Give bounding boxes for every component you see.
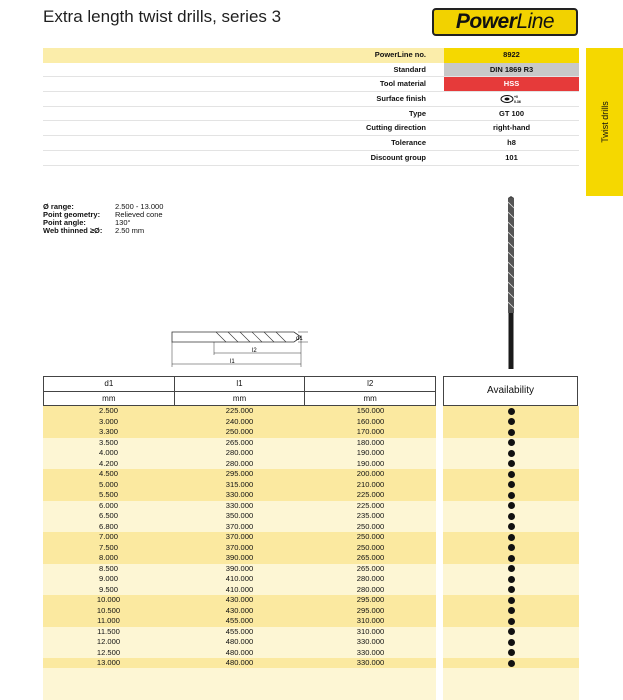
drill-vertical-illustration: [500, 196, 522, 372]
table-cell: 4.000: [43, 448, 174, 459]
table-row[interactable]: [43, 522, 579, 533]
available-dot-icon: [508, 544, 515, 551]
table-cell: 250.000: [305, 543, 436, 554]
header-l1: l1: [175, 377, 306, 391]
available-dot-icon: [508, 555, 515, 562]
table-cell: 295.000: [174, 469, 305, 480]
spec-key: Web thinned ≥Ø:: [43, 226, 103, 235]
logo-line-text: Line: [516, 10, 555, 33]
property-row: [43, 63, 579, 78]
available-dot-icon: [508, 597, 515, 604]
property-value: HSS: [444, 77, 579, 91]
table-cell: 5.000: [43, 480, 174, 491]
availability-cell: [443, 448, 579, 459]
table-cell: 150.000: [305, 406, 436, 417]
availability-cell: [443, 480, 579, 491]
table-cell: 225.000: [174, 406, 305, 417]
table-cell: 9.000: [43, 574, 174, 585]
side-tab-twist-drills[interactable]: [586, 48, 623, 196]
property-row: [43, 107, 579, 122]
table-cell: 430.000: [174, 595, 305, 606]
available-dot-icon: [508, 660, 515, 667]
available-dot-icon: [508, 618, 515, 625]
unit-l1: mm: [175, 392, 306, 405]
table-cell: 190.000: [305, 448, 436, 459]
table-cell: 190.000: [305, 459, 436, 470]
table-cell: 170.000: [305, 427, 436, 438]
table-header-row: [43, 376, 436, 391]
property-label: Surface finish: [376, 94, 426, 104]
table-cell: 250.000: [305, 532, 436, 543]
table-row[interactable]: [43, 448, 579, 459]
table-row[interactable]: [43, 648, 579, 659]
available-dot-icon: [508, 523, 515, 530]
availability-cell: [443, 553, 579, 564]
property-value: 8922: [444, 48, 579, 63]
table-row[interactable]: [43, 637, 579, 648]
property-row: [43, 136, 579, 151]
availability-cell: [443, 648, 579, 659]
drill-dimension-diagram: [168, 325, 308, 373]
table-row[interactable]: [43, 480, 579, 491]
svg-text:0.36: 0.36: [513, 100, 521, 105]
table-cell: 4.200: [43, 459, 174, 470]
table-cell: 6.800: [43, 522, 174, 533]
table-row[interactable]: [43, 595, 579, 606]
table-cell: 250.000: [174, 427, 305, 438]
specs-block: [43, 203, 163, 235]
table-cell: 370.000: [174, 522, 305, 533]
table-cell: 225.000: [305, 501, 436, 512]
table-cell: 6.000: [43, 501, 174, 512]
diagram-d1-label: d1: [296, 336, 303, 342]
table-filler: [43, 668, 579, 700]
table-cell: 455.000: [174, 627, 305, 638]
availability-cell: [443, 595, 579, 606]
header-l2: l2: [367, 379, 374, 388]
table-cell: 2.500: [43, 406, 174, 417]
available-dot-icon: [508, 534, 515, 541]
table-cell: 370.000: [174, 543, 305, 554]
table-cell: 280.000: [305, 585, 436, 596]
table-units-row: [43, 391, 436, 406]
table-cell: 10.500: [43, 606, 174, 617]
availability-cell: [443, 522, 579, 533]
dimensions-table-header: [43, 376, 436, 406]
table-cell: 6.500: [43, 511, 174, 522]
table-cell: 265.000: [174, 438, 305, 449]
property-value: [444, 92, 579, 106]
table-row[interactable]: [43, 459, 579, 470]
availability-cell: [443, 511, 579, 522]
table-cell: 7.500: [43, 543, 174, 554]
table-cell: 265.000: [305, 553, 436, 564]
svg-text:+0: +0: [513, 95, 518, 100]
table-cell: 330.000: [305, 658, 436, 669]
table-cell: 7.000: [43, 532, 174, 543]
availability-cell: [443, 427, 579, 438]
diagram-l1-label: l1: [230, 359, 235, 365]
property-row: [43, 151, 579, 166]
available-dot-icon: [508, 418, 515, 425]
available-dot-icon: [508, 628, 515, 635]
table-row[interactable]: [43, 616, 579, 627]
table-cell: 480.000: [174, 658, 305, 669]
property-label: Standard: [393, 64, 426, 74]
drill-shank: [509, 313, 514, 369]
table-cell: 3.300: [43, 427, 174, 438]
properties-table: [43, 48, 579, 166]
table-cell: 9.500: [43, 585, 174, 596]
availability-cell: [443, 417, 579, 428]
table-row[interactable]: [43, 585, 579, 596]
table-row[interactable]: [43, 406, 579, 417]
availability-cell: [443, 490, 579, 501]
table-row[interactable]: [43, 606, 579, 617]
table-cell: 180.000: [305, 438, 436, 449]
available-dot-icon: [508, 586, 515, 593]
table-cell: 390.000: [174, 564, 305, 575]
availability-cell: [443, 469, 579, 480]
availability-header: Availability: [443, 376, 578, 406]
table-cell: 410.000: [174, 574, 305, 585]
table-cell: 330.000: [174, 501, 305, 512]
table-cell: 430.000: [174, 606, 305, 617]
spec-key: Point geometry:: [43, 210, 101, 219]
available-dot-icon: [508, 492, 515, 499]
header-d1: d1: [44, 377, 175, 391]
availability-cell: [443, 616, 579, 627]
available-dot-icon: [508, 450, 515, 457]
availability-cell: [443, 574, 579, 585]
table-cell: 240.000: [174, 417, 305, 428]
table-cell: 330.000: [305, 648, 436, 659]
available-dot-icon: [508, 576, 515, 583]
spec-value: 130°: [115, 218, 131, 227]
table-row[interactable]: [43, 438, 579, 449]
table-cell: 11.000: [43, 616, 174, 627]
available-dot-icon: [508, 471, 515, 478]
available-dot-icon: [508, 513, 515, 520]
property-value: right-hand: [492, 123, 531, 133]
property-label: Tolerance: [391, 138, 426, 148]
table-cell: 310.000: [305, 627, 436, 638]
spec-value: 2.50 mm: [115, 226, 145, 235]
table-cell: 330.000: [174, 490, 305, 501]
available-dot-icon: [508, 408, 515, 415]
table-cell: 295.000: [305, 606, 436, 617]
table-cell: 480.000: [174, 637, 305, 648]
table-row[interactable]: [43, 553, 579, 564]
table-cell: 280.000: [174, 448, 305, 459]
available-dot-icon: [508, 481, 515, 488]
available-dot-icon: [508, 460, 515, 467]
property-label: Discount group: [370, 152, 426, 162]
diagram-l2-label: l2: [252, 348, 257, 354]
property-value: h8: [507, 138, 516, 148]
table-cell: 370.000: [174, 532, 305, 543]
availability-cell: [443, 501, 579, 512]
side-tab-label: Twist drills: [599, 101, 610, 143]
property-label: Type: [409, 108, 426, 118]
availability-cell: [443, 585, 579, 596]
table-cell: 3.000: [43, 417, 174, 428]
table-cell: 315.000: [174, 480, 305, 491]
table-cell: 3.500: [43, 438, 174, 449]
table-cell: 310.000: [305, 616, 436, 627]
table-cell: 250.000: [305, 522, 436, 533]
table-row[interactable]: [43, 490, 579, 501]
table-cell: 160.000: [305, 417, 436, 428]
table-cell: 12.500: [43, 648, 174, 659]
availability-cell: [443, 637, 579, 648]
availability-cell: [443, 543, 579, 554]
table-cell: 330.000: [305, 637, 436, 648]
table-row[interactable]: [43, 574, 579, 585]
table-cell: 12.000: [43, 637, 174, 648]
property-label: PowerLine no.: [374, 50, 426, 59]
property-label: Tool material: [379, 79, 426, 89]
table-cell: 280.000: [305, 574, 436, 585]
availability-cell: [443, 406, 579, 417]
table-cell: 13.000: [43, 658, 174, 669]
table-cell: 200.000: [305, 469, 436, 480]
table-cell: 210.000: [305, 480, 436, 491]
table-cell: 390.000: [174, 553, 305, 564]
property-value: GT 100: [498, 108, 524, 118]
powerline-logo: [432, 8, 578, 36]
availability-cell: [443, 658, 579, 669]
available-dot-icon: [508, 639, 515, 646]
available-dot-icon: [508, 649, 515, 656]
table-row[interactable]: [43, 417, 579, 428]
property-value: 101: [505, 152, 518, 162]
spec-key: Point angle:: [43, 218, 86, 227]
table-cell: 295.000: [305, 595, 436, 606]
table-cell: 410.000: [174, 585, 305, 596]
property-row: [43, 48, 579, 63]
table-row[interactable]: [43, 532, 579, 543]
property-row: [43, 77, 579, 92]
table-cell: 225.000: [305, 490, 436, 501]
dimensions-table-body: [43, 406, 579, 669]
table-cell: 5.500: [43, 490, 174, 501]
availability-cell: [443, 532, 579, 543]
table-cell: 265.000: [305, 564, 436, 575]
table-row[interactable]: [43, 427, 579, 438]
table-cell: 235.000: [305, 511, 436, 522]
available-dot-icon: [508, 607, 515, 614]
table-row[interactable]: [43, 658, 579, 669]
available-dot-icon: [508, 439, 515, 446]
table-cell: 280.000: [174, 459, 305, 470]
spec-key: Ø range:: [43, 202, 74, 211]
availability-cell: [443, 606, 579, 617]
availability-cell: [443, 438, 579, 449]
available-dot-icon: [508, 429, 515, 436]
property-value: DIN 1869 R3: [444, 63, 579, 77]
table-cell: 455.000: [174, 616, 305, 627]
table-cell: 10.000: [43, 595, 174, 606]
property-row: [43, 121, 579, 136]
table-cell: 4.500: [43, 469, 174, 480]
table-cell: 480.000: [174, 648, 305, 659]
table-row[interactable]: [43, 627, 579, 638]
property-row: [43, 92, 579, 107]
spec-row: [43, 227, 163, 235]
available-dot-icon: [508, 502, 515, 509]
table-row[interactable]: [43, 469, 579, 480]
table-cell: 8.000: [43, 553, 174, 564]
table-row[interactable]: [43, 501, 579, 512]
spec-value: 2.500 - 13.000: [115, 202, 164, 211]
unit-d1: mm: [44, 392, 175, 405]
availability-cell: [443, 627, 579, 638]
table-row[interactable]: [43, 543, 579, 554]
available-dot-icon: [508, 565, 515, 572]
availability-cell: [443, 564, 579, 575]
surface-finish-icon: [499, 94, 525, 104]
table-cell: 8.500: [43, 564, 174, 575]
logo-power-text: Power: [455, 10, 517, 33]
unit-l2: mm: [363, 394, 377, 403]
table-cell: 11.500: [43, 627, 174, 638]
availability-cell: [443, 459, 579, 470]
spec-value: Relieved cone: [115, 210, 163, 219]
table-row[interactable]: [43, 511, 579, 522]
table-cell: 350.000: [174, 511, 305, 522]
table-row[interactable]: [43, 564, 579, 575]
property-label: Cutting direction: [366, 123, 426, 133]
page-title: Extra length twist drills, series 3: [43, 7, 282, 26]
